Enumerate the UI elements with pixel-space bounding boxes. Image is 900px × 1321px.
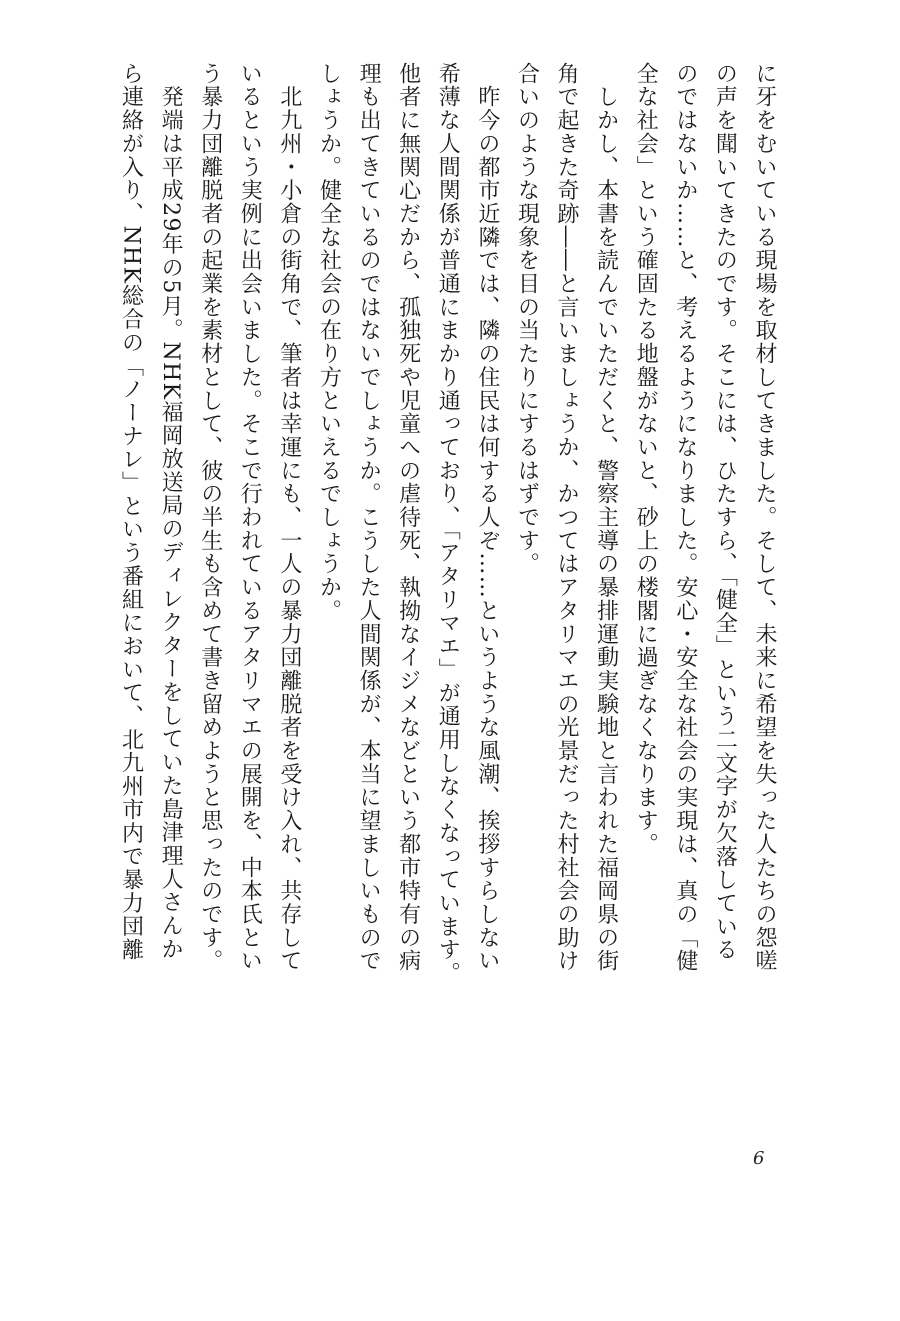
text-line-3: のではないか……と、考えるようになりました。安心・安全な社会の実現は、真の「健 [672, 62, 698, 973]
text-line-9: 希薄な人間関係が普通にまかり通っており、「アタリマエ」が通用しなくなっています。 [435, 62, 461, 985]
text-line-11: 理も出てきているのではないでしょうか。こうした人間関係が、本当に望ましいもので [356, 62, 382, 973]
text-line-14: いるという実例に出会いました。そこで行われているアタリマエの展開を、中本氏とい [237, 62, 263, 973]
text-line-16: 発端は平成29年の5月。NHK福岡放送局のディレクターをしていた島津理人さんか [158, 62, 184, 961]
text-line-15: う暴力団離脱者の起業を素材として、彼の半生も含めて書き留めようと思ったのです。 [197, 62, 223, 973]
text-line-5: しかし、本書を読んでいただくと、警察主導の暴排運動実験地と言われた福岡県の街 [593, 62, 619, 973]
page-number: 6 [753, 1148, 765, 1169]
text-line-7: 合いのような現象を目の当たりにするはずです。 [514, 62, 540, 576]
text-line-2: の声を聞いてきたのです。そこには、ひたすら、「健全」という二文字が欠落している [712, 62, 738, 962]
text-line-1: に牙をむいている現場を取材してきました。そして、未来に希望を失った人たちの怨嗟 [752, 62, 777, 973]
text-line-13: 北九州・小倉の街角で、筆者は幸運にも、一人の暴力団離脱者を受け入れ、共存して [276, 62, 302, 973]
text-line-10: 他者に無関心だから、孤独死や児童への虐待死、執拗なイジメなどという都市特有の病 [395, 62, 421, 973]
text-line-4: 全な社会」という確固たる地盤がないと、砂上の楼閣に過ぎなくなります。 [633, 62, 659, 856]
text-line-17: ら連絡が入り、NHK総合の「ノーナレ」という番組において、北九州市内で暴力団離 [118, 62, 144, 962]
text-line-8: 昨今の都市近隣では、隣の住民は何する人ぞ……というような風潮、挨拶すらしない [474, 62, 500, 973]
text-line-12: しょうか。健全な社会の在り方といえるでしょうか。 [316, 62, 342, 623]
vertical-body-text [108, 62, 784, 1062]
text-line-6: 角で起きた奇跡――と言いましょうか、かつてはアタリマエの光景だった村社会の助け [554, 62, 580, 973]
